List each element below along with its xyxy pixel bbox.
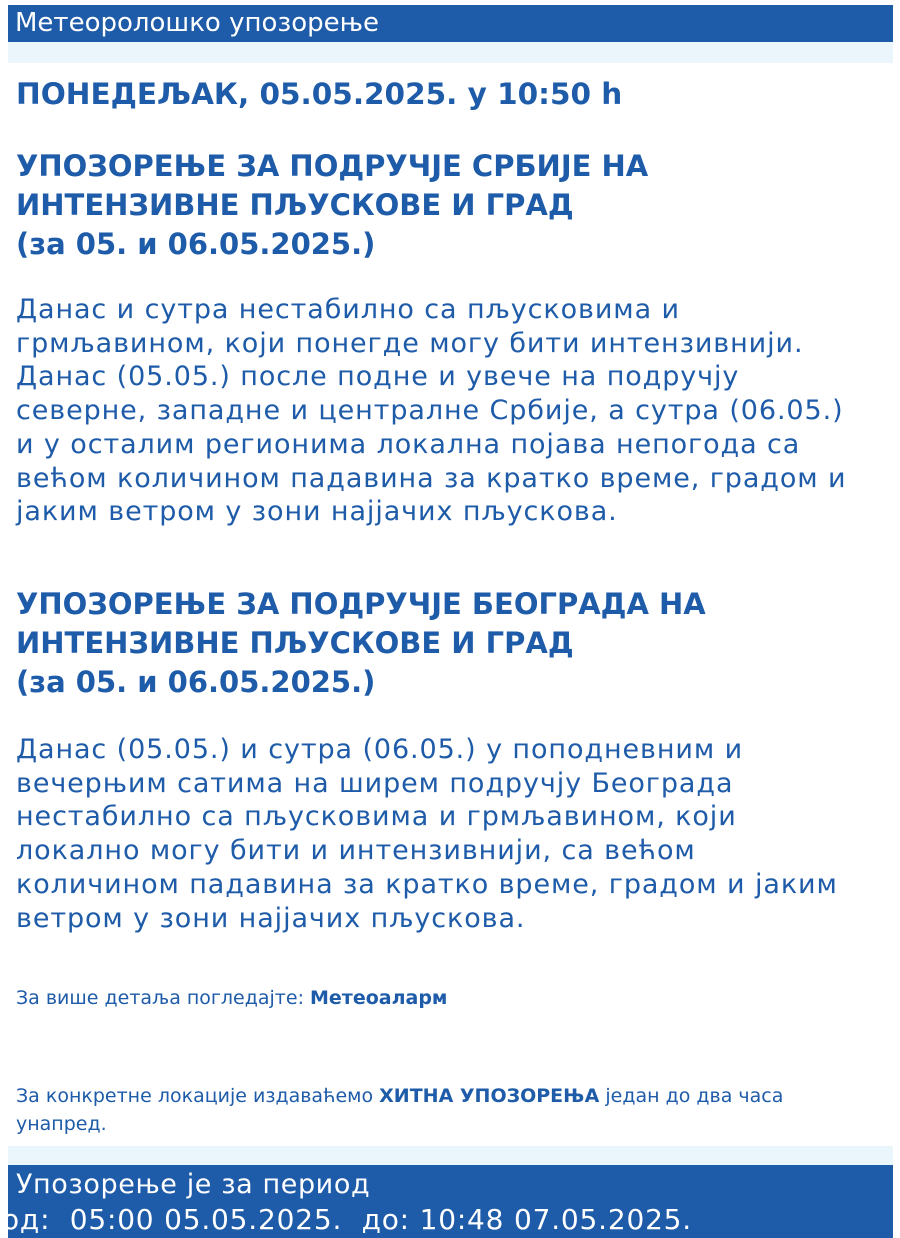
serbia-warning-heading-line2: ИНТЕНЗИВНЕ ПЉУСКОВЕ И ГРАД [16, 188, 574, 222]
date-line: ПОНЕДЕЉАК, 05.05.2025. у 10:50 h [16, 77, 623, 111]
period-range [2, 1203, 692, 1237]
period-from-value: 05:00 05.05.2025. [69, 1203, 343, 1236]
meteoalarm-link[interactable]: Метеоаларм [310, 987, 448, 1009]
urgent-note-suffix: један до два часа унапред. [16, 1085, 784, 1135]
period-footer [2, 1165, 893, 1238]
warning-content [8, 63, 893, 1146]
urgent-note [16, 1082, 856, 1138]
more-details-text: За више детаља погледајте: [16, 987, 311, 1009]
belgrade-warning-heading-line1: УПОЗОРЕЊЕ ЗА ПОДРУЧЈЕ БЕОГРАДА НА [16, 587, 706, 621]
period-to-label: до: [361, 1203, 410, 1236]
belgrade-warning-heading-line3: (за 05. и 06.05.2025.) [16, 665, 376, 699]
belgrade-warning-body: Данас (05.05.) и сутра (06.05.) у поподневним и вечерњим сатима на ширем подручју Београда нестабилно са пљусковима и грмљавином, који локално могу бити и интензивнији, са већом количином падавина за кратко време, градом и јаким ветром у зони најјачих пљускова. [16, 734, 838, 934]
serbia-warning-heading-line3: (за 05. и 06.05.2025.) [16, 227, 376, 261]
title-bar [8, 5, 893, 42]
urgent-warnings-emphasis: ХИТНА УПОЗОРЕЊА [379, 1085, 600, 1107]
period-to-value: 10:48 07.05.2025. [419, 1203, 693, 1236]
warning-panel [2, 5, 893, 1238]
panel-title: Метеоролошко упозорење [15, 8, 379, 38]
serbia-warning-body: Данас и сутра нестабилно са пљусковима и грмљавином, који понегде могу бити интензивнији. Данас (05.05.) после подне и увече на подручју северне, западне и централне Србије, а сутра (06.05.) и у осталим регионима локална појава непогода са већом количином падавина за кратко време, градом и јаким ветром у зони најјачих пљускова. [16, 294, 847, 528]
belgrade-warning-heading-line2: ИНТЕНЗИВНЕ ПЉУСКОВЕ И ГРАД [16, 626, 574, 660]
urgent-note-prefix: За конкретне локације издаваћемо [16, 1085, 380, 1107]
more-details-line [16, 984, 447, 1012]
period-title: Упозорење је за период [16, 1169, 371, 1200]
period-from-label: од: [2, 1203, 51, 1236]
serbia-warning-heading-line1: УПОЗОРЕЊЕ ЗА ПОДРУЧЈЕ СРБИЈЕ НА [16, 149, 649, 183]
